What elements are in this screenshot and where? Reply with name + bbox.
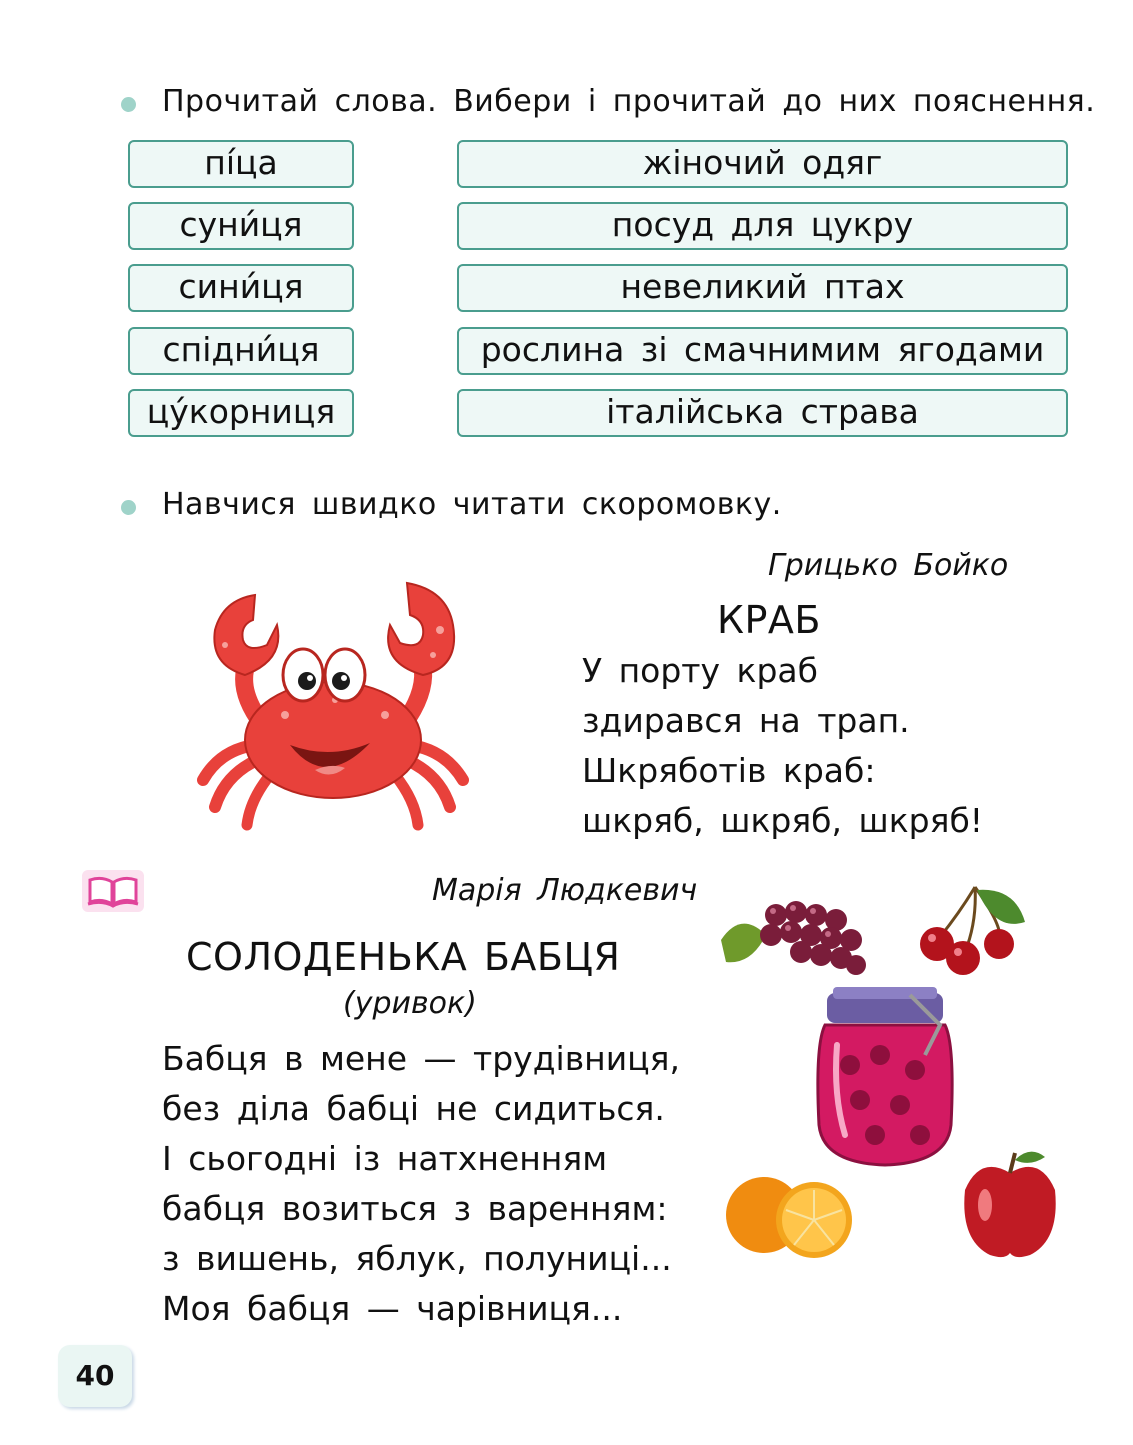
book-icon xyxy=(80,868,146,914)
verse-line: здирався на трап. xyxy=(582,701,910,740)
verse-line: І сьогодні із натхненням xyxy=(162,1139,608,1178)
orange-illustration xyxy=(722,1170,862,1260)
explanation-box: жіночий одяг xyxy=(457,140,1068,188)
poem1-verse xyxy=(582,646,983,846)
explanation-box: посуд для цукру xyxy=(457,202,1068,250)
page-number: 40 xyxy=(58,1345,132,1407)
explanation-box: невеликий птах xyxy=(457,264,1068,312)
verse-line: шкряб, шкряб, шкряб! xyxy=(582,801,984,840)
crab-illustration xyxy=(185,575,480,835)
task2-instruction: Навчися швидко читати скоромовку. xyxy=(162,487,782,522)
jam-jar-illustration xyxy=(815,985,955,1170)
word-box: спідни́ця xyxy=(128,327,354,375)
bullet xyxy=(121,97,136,112)
verse-line: бабця возиться з варенням: xyxy=(162,1189,668,1228)
verse-line: Моя бабця — чарівниця... xyxy=(162,1289,623,1328)
word-box: пі́ца xyxy=(128,140,354,188)
word-box: цу́корниця xyxy=(128,389,354,437)
apple-illustration xyxy=(960,1145,1060,1260)
poem2-verse xyxy=(162,1034,680,1334)
grapes-illustration xyxy=(716,890,871,980)
verse-line: Шкряботів краб: xyxy=(582,751,876,790)
verse-line: Бабця в мене — трудівниця, xyxy=(162,1039,680,1078)
verse-line: без діла бабці не сидиться. xyxy=(162,1089,665,1128)
verse-line: У порту краб xyxy=(582,651,819,690)
verse-line: з вишень, яблук, полуниці... xyxy=(162,1239,672,1278)
poem2-title: СОЛОДЕНЬКА БАБЦЯ xyxy=(186,935,621,979)
poem2-subtitle: (уривок) xyxy=(343,986,477,1021)
poem1-title: КРАБ xyxy=(717,598,821,642)
word-box: суни́ця xyxy=(128,202,354,250)
poem2-author: Марія Людкевич xyxy=(432,873,698,908)
bullet xyxy=(121,500,136,515)
poem1-author: Грицько Бойко xyxy=(768,548,1009,583)
cherries-illustration xyxy=(915,882,1030,977)
task1-instruction: Прочитай слова. Вибери і прочитай до них пояснення. xyxy=(162,84,1096,119)
word-box: сини́ця xyxy=(128,264,354,312)
explanation-box: рослина зі смачнимим ягодами xyxy=(457,327,1068,375)
explanation-box: італійська страва xyxy=(457,389,1068,437)
